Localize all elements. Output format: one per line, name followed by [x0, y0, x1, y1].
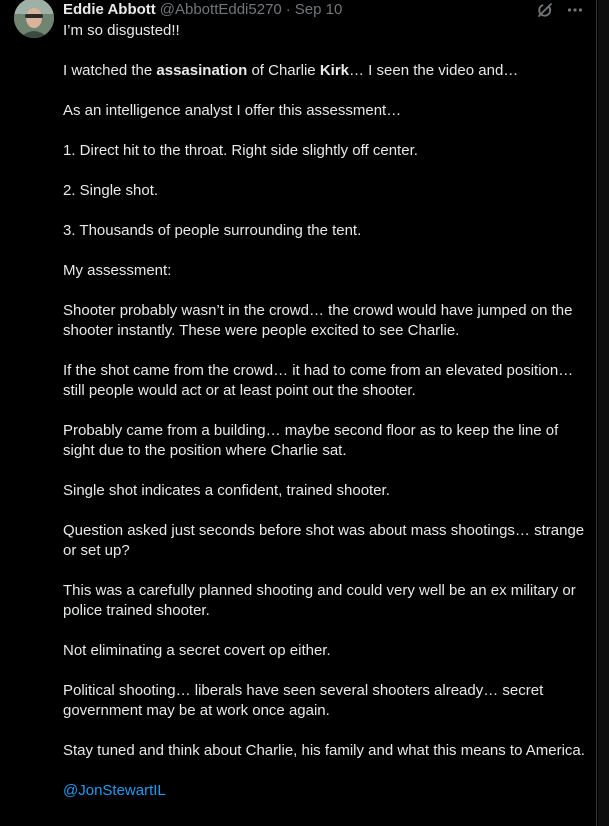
more-icon[interactable] [564, 0, 586, 20]
post-text-bold: assasination [156, 62, 248, 79]
header-actions [534, 0, 586, 20]
mention-link[interactable]: @JonStewartIL [63, 782, 166, 799]
post-paragraph: Not eliminating a secret covert op either. [63, 642, 331, 659]
avatar-photo [14, 0, 54, 38]
post-text-bold: Kirk [319, 62, 350, 79]
post-paragraph: Shooter probably wasn’t in the crowd… the crowd would have jumped on the shooter instantly. These were people excited to see Charlie. [63, 302, 577, 339]
author-handle[interactable]: @AbbottEddi5270 [159, 1, 282, 18]
separator-dot: · [285, 1, 291, 18]
post-paragraph: Probably came from a building… maybe second floor as to keep the line of sight due to the position where Charlie sat. [63, 422, 563, 459]
grok-icon[interactable] [534, 0, 556, 20]
post-paragraph: 3. Thousands of people surrounding the tent. [63, 222, 362, 239]
post-paragraph: Single shot indicates a confident, trained shooter. [63, 482, 390, 499]
post-text: of Charlie [247, 62, 320, 79]
post-body [63, 21, 588, 821]
post-text: I watched the [63, 62, 157, 79]
scroll-gutter [598, 0, 609, 826]
post-paragraph: I’m so disgusted!! [63, 22, 180, 39]
post-paragraph [63, 781, 588, 801]
avatar[interactable] [14, 0, 54, 38]
post-date[interactable]: Sep 10 [294, 1, 343, 18]
author-display-name[interactable]: Eddie Abbott [63, 1, 156, 18]
post-header [63, 0, 342, 20]
post-paragraph: Political shooting… liberals have seen several shooters already… secret government may be at work once again. [63, 682, 548, 719]
post-paragraph: If the shot came from the crowd… it had to come from an elevated position… still people would act or at least point out the shooter. [63, 362, 578, 399]
post-paragraph: Stay tuned and think about Charlie, his family and what this means to America. [63, 742, 585, 759]
post-paragraph: 2. Single shot. [63, 182, 159, 199]
post-paragraph [63, 61, 588, 81]
post-paragraph: 1. Direct hit to the throat. Right side slightly off center. [63, 142, 418, 159]
post-paragraph: This was a carefully planned shooting and could very well be an ex military or police trained shooter. [63, 582, 580, 619]
post-text: … I seen the video and… [349, 62, 519, 79]
post-paragraph: Question asked just seconds before shot was about mass shootings… strange or set up? [63, 522, 589, 559]
post-paragraph: As an intelligence analyst I offer this assessment… [63, 102, 402, 119]
post-paragraph: My assessment: [63, 262, 172, 279]
